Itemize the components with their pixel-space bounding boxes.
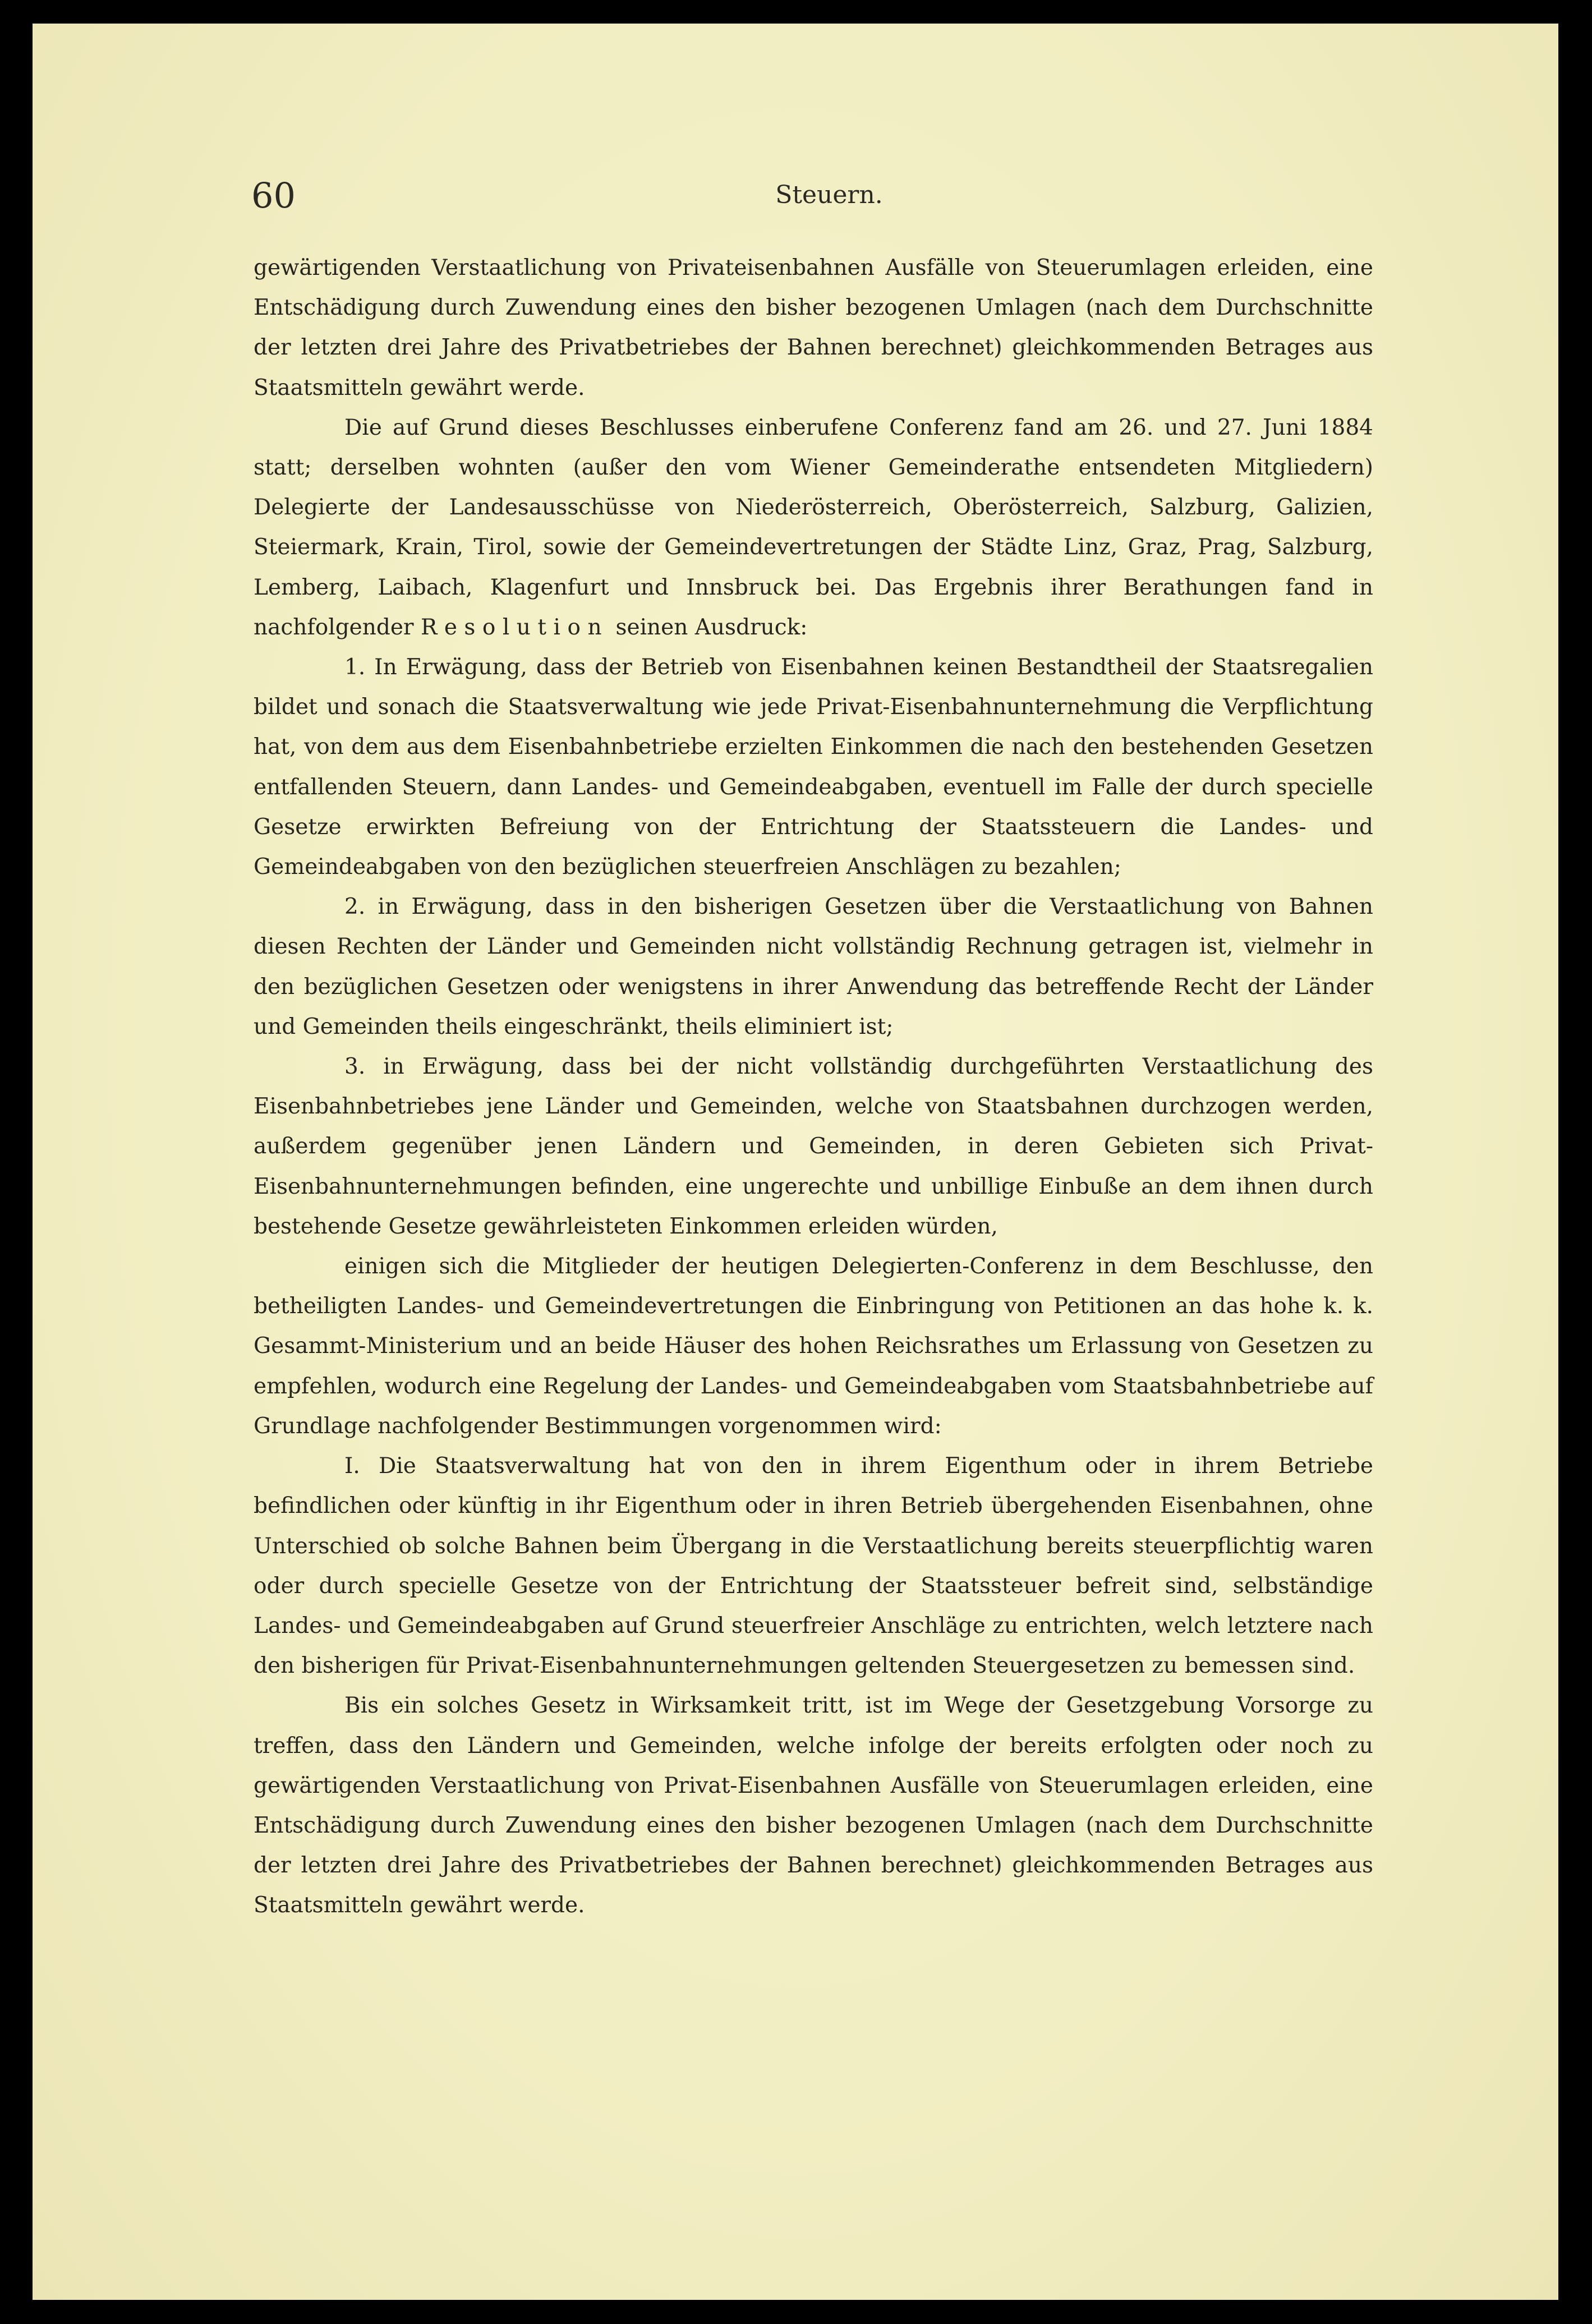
page-text xyxy=(254,248,1373,1926)
resolution-heading: Resolution xyxy=(420,614,609,640)
resolution-item-3: 3. in Erwägung, dass bei der nicht vollständig durchgeführten Verstaatlichung des Eisenbahnbetriebes jene Länder und Gemeinden, welche von Staatsbahnen durchzogen werden, außerdem gegenüber jenen Ländern und Gemeinden, in deren Gebieten sich Privat-Eisenbahnunternehmungen befinden, eine ungerechte und unbillige Einbuße an dem ihnen durch bestehende Gesetze gewährleisteten Einkommen erleiden würden, xyxy=(254,1054,1373,1239)
provision-I: I. Die Staatsverwaltung hat von den in ihrem Eigenthum oder in ihrem Betriebe befindlichen oder künftig in ihr Eigenthum oder in ihren Betrieb übergehenden Eisenbahnen, ohne Unterschied ob solche Bahnen beim Übergang in die Verstaatlichung bereits steuerpflichtig waren oder durch specielle Gesetze von der Entrichtung der Staatssteuer befreit sind, selbständige Landes- und Gemeindeabgaben auf Grund steuerfreier Anschläge zu entrichten, welch letztere nach den bisherigen für Privat-Eisenbahnunternehmungen geltenden Steuergesetzen zu bemessen sind. xyxy=(254,1453,1373,1679)
resolution-item-1: 1. In Erwägung, dass der Betrieb von Eisenbahnen keinen Bestandtheil der Staatsregalien bildet und sonach die Staatsverwaltung wie jede Privat-Eisenbahnunternehmung die Verpflichtung hat, von dem aus dem Eisenbahnbetriebe erzielten Einkommen die nach den bestehenden Gesetzen entfallenden Steuern, dann Landes- und Gemeindeabgaben, eventuell im Falle der durch specielle Gesetze erwirkten Befreiung von der Entrichtung der Staatssteuern die Landes- und Gemeindeabgaben von den bezüglichen steuerfreien Anschlägen zu bezahlen; xyxy=(254,655,1373,880)
resolution-item-2: 2. in Erwägung, dass in den bisherigen Gesetzen über die Verstaatlichung von Bahnen diesen Rechten der Länder und Gemeinden nicht vollständig Rechnung getragen ist, vielmehr in den bezüglichen Gesetzen oder wenigstens in ihrer Anwendung das betreffende Recht der Länder und Gemeinden theils eingeschränkt, theils eliminiert ist; xyxy=(254,894,1373,1039)
paragraph-agreement: einigen sich die Mitglieder der heutigen Delegierten-Conferenz in dem Beschlusse, den betheiligten Landes- und Gemeindevertretungen die Einbringung von Petitionen an das hohe k. k. Gesammt-Ministerium und an beide Häuser des hohen Reichsrathes um Erlassung von Gesetzen zu empfehlen, wodurch eine Regelung der Landes- und Gemeindeabgaben vom Staatsbahnbetriebe auf Grundlage nachfolgender Bestimmungen vorgenommen wird: xyxy=(254,1254,1373,1439)
page-number: 60 xyxy=(251,175,296,216)
conference-text-end: seinen Ausdruck: xyxy=(615,614,808,640)
conference-text: Die auf Grund dieses Beschlusses einberufene Conferenz fand am 26. und 27. Juni 1884 statt; derselben wohnten (außer den vom Wiener Gemeinderathe entsendeten Mitgliedern) Delegierte der Landesausschüsse von Niederösterreich, Oberösterreich, Salzburg, Galizien, Steiermark, Krain, Tirol, sowie der Gemeindevertretungen der Städte Linz, Graz, Prag, Salzburg, Lemberg, Laibach, Klagenfurt und Innsbruck bei. Das Ergebnis ihrer Berathungen fand in nachfolgender xyxy=(254,415,1373,640)
paragraph-conference xyxy=(254,408,1373,647)
running-title: Steuern. xyxy=(775,181,883,209)
paragraph-interim: Bis ein solches Gesetz in Wirksamkeit tritt, ist im Wege der Gesetzgebung Vorsorge zu treffen, dass den Ländern und Gemeinden, welche infolge der bereits erfolgten oder noch zu gewärtigenden Verstaatlichung von Privat-Eisenbahnen Ausfälle von Steuerumlagen erleiden, eine Entschädigung durch Zuwendung eines den bisher bezogenen Umlagen (nach dem Durchschnitte der letzten drei Jahre des Privatbetriebes der Bahnen berechnet) gleichkommenden Betrages aus Staatsmitteln gewährt werde. xyxy=(254,1693,1373,1918)
paragraph-continuation: gewärtigenden Verstaatlichung von Privateisenbahnen Ausfälle von Steuerumlagen erleiden, eine Entschädigung durch Zuwendung eines den bisher bezogenen Umlagen (nach dem Durchschnitte der letzten drei Jahre des Privatbetriebes der Bahnen berechnet) gleichkommenden Betrages aus Staatsmitteln gewährt werde. xyxy=(254,255,1373,401)
